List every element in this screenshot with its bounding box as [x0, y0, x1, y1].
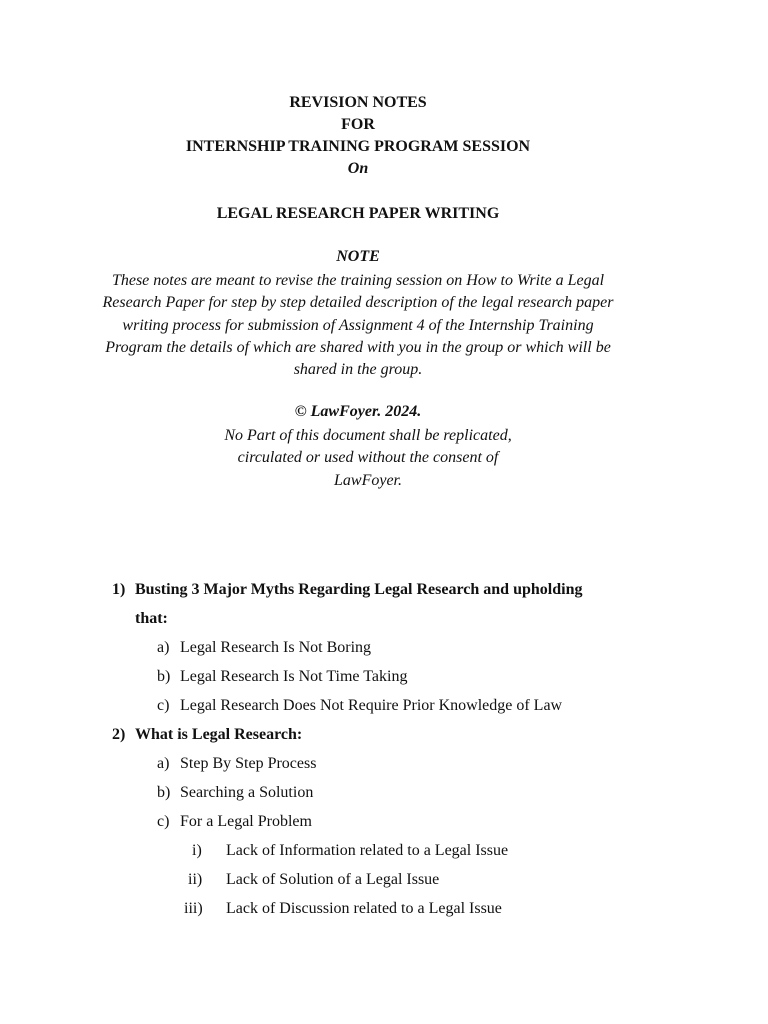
header-title-program: INTERNSHIP TRAINING PROGRAM SESSION — [185, 138, 531, 155]
outline-item-1c-text: Legal Research Does Not Require Prior Knowledge of Law — [180, 697, 563, 714]
outline-item-2-title: What is Legal Research: — [135, 726, 303, 743]
note-line: Program the details of which are shared with you in the group or which will be — [105, 338, 611, 356]
outline-item-2c-ii-text: Lack of Solution of a Legal Issue — [226, 871, 440, 888]
note-body — [96, 270, 620, 381]
copyright-line: No Part of this document shall be replicated, — [224, 427, 512, 444]
note-heading: NOTE — [336, 248, 380, 265]
outline-item-2c-iii-text: Lack of Discussion related to a Legal Issue — [226, 900, 502, 917]
copyright-line: LawFoyer. — [334, 471, 402, 489]
note-line: Research Paper for step by step detailed description of the legal research paper — [102, 294, 614, 312]
outline-item-2c-iii-marker: iii) — [184, 900, 203, 917]
copyright-body — [220, 425, 516, 492]
outline-item-1b-marker: b) — [157, 668, 171, 685]
outline-item-2-number: 2) — [112, 726, 126, 743]
outline-item-2a-text: Step By Step Process — [180, 755, 317, 772]
outline-item-2c-text: For a Legal Problem — [180, 813, 312, 830]
outline-item-1-number: 1) — [112, 581, 126, 598]
outline-item-1c-marker: c) — [157, 697, 170, 714]
note-line: shared in the group. — [293, 361, 423, 379]
header-title-for: FOR — [341, 116, 375, 133]
copyright-line: circulated or used without the consent of — [237, 449, 499, 467]
header-title-subject: LEGAL RESEARCH PAPER WRITING — [216, 205, 500, 222]
outline-item-1-title: Busting 3 Major Myths Regarding Legal Research and upholding — [135, 581, 583, 598]
header-title-on: On — [347, 160, 369, 177]
copyright-heading: © LawFoyer. 2024. — [294, 403, 422, 420]
outline-item-2c-ii-marker: ii) — [188, 871, 203, 888]
outline-item-1-title-cont: that: — [135, 610, 168, 627]
outline-item-2c-i-marker: i) — [192, 842, 202, 859]
header-title-revision-notes: REVISION NOTES — [289, 94, 427, 111]
outline-item-1a-marker: a) — [157, 639, 170, 656]
outline-item-2c-i-text: Lack of Information related to a Legal Issue — [226, 842, 509, 859]
outline-item-2b-text: Searching a Solution — [180, 784, 314, 801]
outline-item-2a-marker: a) — [157, 755, 170, 772]
note-line: These notes are meant to revise the training session on How to Write a Legal — [111, 272, 605, 289]
outline-item-2b-marker: b) — [157, 784, 171, 801]
outline-item-2c-marker: c) — [157, 813, 170, 830]
note-line: writing process for submission of Assignment 4 of the Internship Training — [122, 316, 594, 334]
outline-item-1b-text: Legal Research Is Not Time Taking — [180, 668, 408, 685]
outline-item-1a-text: Legal Research Is Not Boring — [180, 639, 372, 656]
